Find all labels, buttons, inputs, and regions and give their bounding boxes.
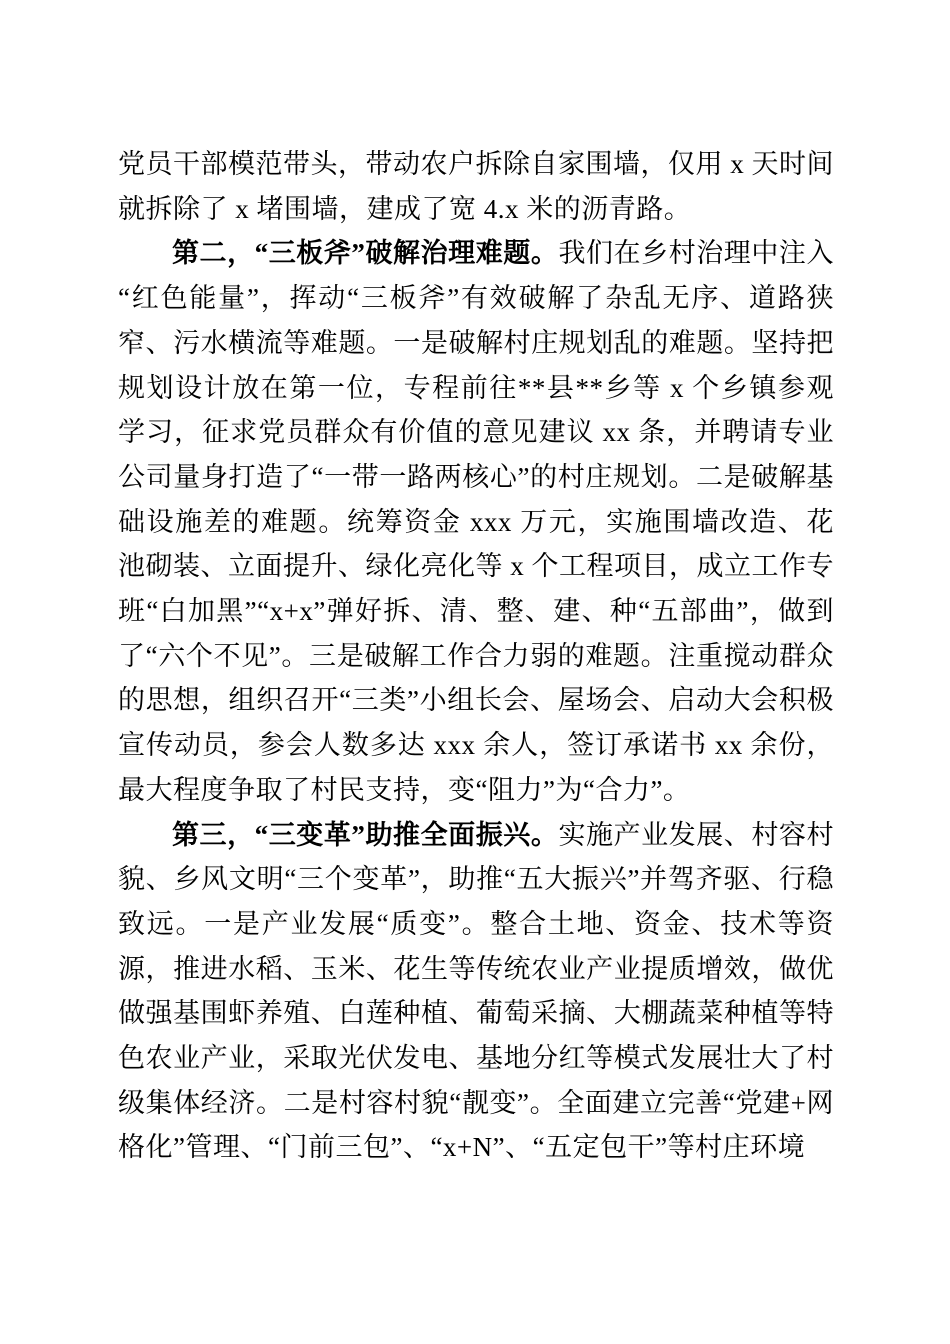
document-text-block	[118, 142, 834, 1170]
paragraph-third-point	[118, 813, 834, 1171]
paragraph-second-point	[118, 231, 834, 812]
paragraph-lead: 第三，“三变革”助推全面振兴。	[172, 819, 559, 850]
paragraph-lead: 第二，“三板斧”破解治理难题。	[172, 238, 559, 269]
paragraph-body: 党员干部模范带头，带动农户拆除自家围墙，仅用 x 天时间就拆除了 x 堵围墙，建成了宽 4.x 米的沥青路。	[118, 149, 834, 224]
paragraph-body: 我们在乡村治理中注入“红色能量”，挥动“三板斧”有效破解了杂乱无序、道路狭窄、污水横流等难题。一是破解村庄规划乱的难题。坚持把规划设计放在第一位，专程前往**县**乡等 x 个乡镇参观学习，征求党员群众有价值的意见建议 xx 条，并聘请专业公司量身打造了“一带一路两核心”的村庄规划。二是破解基础设施差的难题。统筹资金 xxx 万元，实施围墙改造、花池砌装、立面提升、绿化亮化等 x 个工程项目，成立工作专班“白加黑”“x+x”弹好拆、清、整、建、种“五部曲”，做到了“六个不见”。三是破解工作合力弱的难题。注重搅动群众的思想，组织召开“三类”小组长会、屋场会、启动大会积极宣传动员，参会人数多达 xxx 余人，签订承诺书 xx 余份，最大程度争取了村民支持，变“阻力”为“合力”。	[118, 238, 834, 805]
paragraph-continuation	[118, 142, 834, 231]
paragraph-body: 实施产业发展、村容村貌、乡风文明“三个变革”，助推“五大振兴”并驾齐驱、行稳致远。一是产业发展“质变”。整合土地、资金、技术等资源，推进水稻、玉米、花生等传统农业产业提质增效，做优做强基围虾养殖、白莲种植、葡萄采摘、大棚蔬菜种植等特色农业产业，采取光伏发电、基地分红等模式发展壮大了村级集体经济。二是村容村貌“靓变”。全面建立完善“党建+网格化”管理、“门前三包”、“x+N”、“五定包干”等村庄环境	[118, 819, 834, 1163]
